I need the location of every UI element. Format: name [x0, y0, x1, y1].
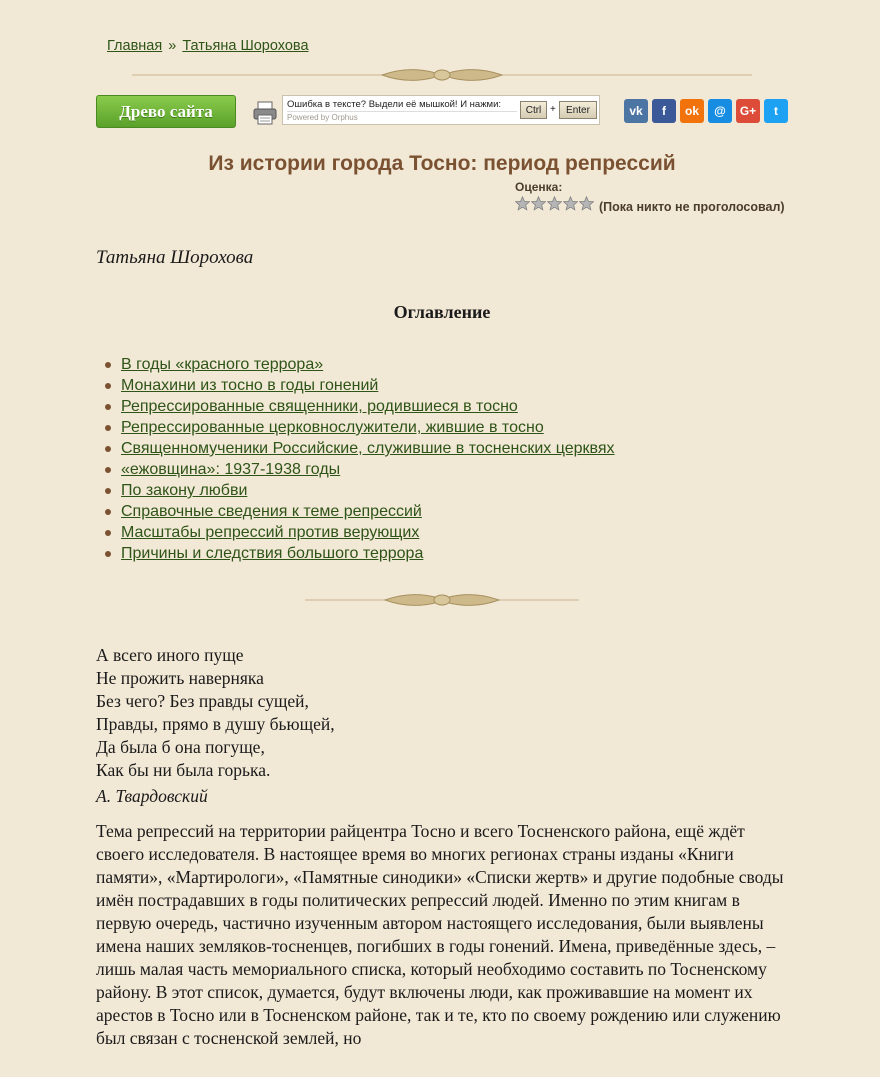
- rating-star-icon[interactable]: [563, 196, 578, 211]
- rating-label: Оценка:: [515, 180, 563, 194]
- rating-star-icon[interactable]: [515, 196, 530, 211]
- orphus-widget: [282, 95, 600, 125]
- epigraph-poem: [96, 644, 335, 782]
- rating-note: (Пока никто не проголосовал): [599, 200, 785, 214]
- orphus-message: Ошибка в тексте? Выдели её мышкой! И нажми:: [287, 99, 502, 110]
- social-twitter-icon[interactable]: t: [764, 99, 788, 123]
- toc-title: Оглавление: [393, 302, 491, 322]
- site-tree-button[interactable]: Древо сайта: [96, 95, 236, 128]
- social-googleplus-icon[interactable]: G+: [736, 99, 760, 123]
- toc-item: [121, 501, 615, 522]
- toc-item: [121, 480, 615, 501]
- toc-item: [121, 543, 615, 564]
- body-paragraph: Тема репрессий на территории райцентра Тосно и всего Тосненского района, ещё ждёт своего исследователя. В настоящее время во многих регионах страны изданы «Книги памяти», «Мартирологи», «Памятные синодики» «Списки жертв» и другие подобные своды имён пострадавших в годы политических репрессий людей. Именно по этим книгам в первую очередь, частично изученным автором настоящего исследования, были выявлены имена наших земляков-тосненцев, погибших в годы гонений. Имена, приведённые здесь, – лишь малая часть мемориального списка, который необходимо составить по Тосненскому району. В этот список, думается, будут включены люди, как проживавшие на момент их арестов в Тосно или в Тосненском районе, так и те, кто по своему рождению или служению был связан с тосненской землей, но: [96, 821, 784, 1048]
- toc-link[interactable]: Причины и следствия большого террора: [121, 545, 424, 562]
- toc-link[interactable]: Священномученики Российские, служившие в тосненских церквях: [121, 440, 615, 457]
- poem-line: Не прожить наверняка: [96, 668, 264, 688]
- social-moimir-icon[interactable]: @: [708, 99, 732, 123]
- social-facebook-icon[interactable]: f: [652, 99, 676, 123]
- orphus-plus: +: [550, 104, 556, 115]
- toc-item: [121, 354, 615, 375]
- toc-link[interactable]: В годы «красного террора»: [121, 356, 324, 373]
- toc-link[interactable]: Репрессированные священники, родившиеся в тосно: [121, 398, 518, 415]
- breadcrumb-separator: »: [168, 38, 177, 54]
- ctrl-key: Ctrl: [520, 101, 547, 119]
- toc-link[interactable]: Монахини из тосно в годы гонений: [121, 377, 379, 394]
- poem-line: Да была б она погуще,: [96, 737, 265, 757]
- toc-item: [121, 417, 615, 438]
- toc-link[interactable]: Масштабы репрессий против верующих: [121, 524, 420, 541]
- toc-link[interactable]: По закону любви: [121, 482, 248, 499]
- breadcrumb: [107, 38, 309, 54]
- poem-line: А всего иного пуще: [96, 645, 244, 665]
- breadcrumb-current-link[interactable]: Татьяна Шорохова: [182, 38, 309, 54]
- toc-link[interactable]: «ежовщина»: 1937-1938 годы: [121, 461, 341, 478]
- ornament-divider-top: [132, 64, 752, 86]
- rating-star-icon[interactable]: [547, 196, 562, 211]
- orphus-powered: Powered by Orphus: [287, 113, 358, 122]
- toc-item: [121, 438, 615, 459]
- printer-icon[interactable]: [252, 100, 278, 126]
- rating-star-icon[interactable]: [579, 196, 594, 211]
- poem-line: Как бы ни была горька.: [96, 760, 271, 780]
- toc-link[interactable]: Справочные сведения к теме репрессий: [121, 503, 422, 520]
- page-title: Из истории города Тосно: период репрессий: [208, 152, 676, 175]
- article-author: Татьяна Шорохова: [96, 247, 254, 268]
- epigraph-author: А. Твардовский: [96, 786, 208, 806]
- toc-item: [121, 396, 615, 417]
- poem-line: Правды, прямо в душу бьющей,: [96, 714, 335, 734]
- social-vk-icon[interactable]: vk: [624, 99, 648, 123]
- toc-item: [121, 375, 615, 396]
- social-odnoklassniki-icon[interactable]: ok: [680, 99, 704, 123]
- toc-item: [121, 522, 615, 543]
- toc-link[interactable]: Репрессированные церковнослужители, жившие в тосно: [121, 419, 544, 436]
- poem-line: Без чего? Без правды сущей,: [96, 691, 309, 711]
- rating-stars: [515, 196, 594, 211]
- rating-star-icon[interactable]: [531, 196, 546, 211]
- enter-key: Enter: [559, 101, 597, 119]
- toc-list: [121, 354, 615, 564]
- ornament-divider-middle: [305, 589, 579, 611]
- orphus-divider: [287, 111, 517, 112]
- toc-item: [121, 459, 615, 480]
- breadcrumb-home-link[interactable]: Главная: [107, 38, 163, 54]
